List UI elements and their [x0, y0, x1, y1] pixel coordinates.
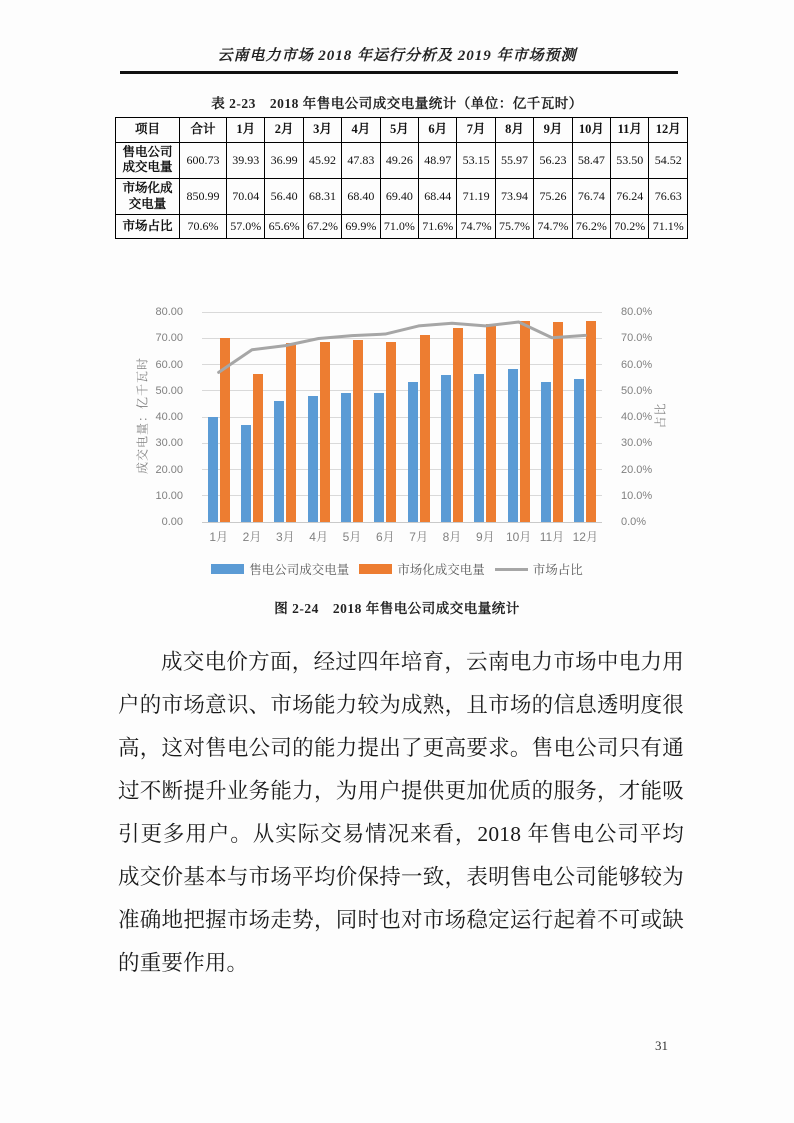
table-cell: 71.19	[457, 178, 495, 214]
table-cell: 56.23	[534, 142, 572, 178]
x-axis-tick-label: 12月	[572, 530, 598, 544]
data-table	[115, 117, 688, 239]
table-cell: 69.40	[380, 178, 418, 214]
row-label: 市场化成交电量	[116, 178, 180, 214]
x-axis-tick-label: 11月	[539, 530, 565, 544]
market-share-line	[202, 312, 602, 522]
y-axis-tick-label: 50.00	[155, 384, 183, 397]
header-divider	[120, 71, 678, 74]
table-cell: 57.0%	[227, 215, 265, 239]
table-cell: 71.6%	[419, 215, 457, 239]
table-cell: 76.63	[649, 178, 688, 214]
table-cell: 58.47	[572, 142, 610, 178]
y-axis-tick-label: 0.0%	[621, 516, 647, 528]
column-header: 1月	[227, 118, 265, 143]
table-cell: 68.31	[303, 178, 341, 214]
legend-item-sale-volume	[211, 560, 349, 578]
table-cell: 48.97	[419, 142, 457, 178]
x-axis-tick-label: 9月	[475, 530, 495, 544]
table-cell: 65.6%	[265, 215, 303, 239]
x-axis-tick-label: 4月	[309, 530, 328, 544]
legend-item-market-volume	[359, 560, 485, 578]
legend-label: 市场占比	[532, 563, 583, 577]
x-axis-tick-label: 5月	[342, 530, 362, 544]
row-label: 售电公司成交电量	[116, 142, 180, 178]
row-label: 市场占比	[116, 215, 180, 239]
table-cell: 76.74	[572, 178, 610, 214]
table-row	[116, 215, 688, 239]
table-cell: 600.73	[180, 142, 227, 178]
table-cell: 68.40	[342, 178, 380, 214]
column-header: 3月	[303, 118, 341, 143]
table-cell: 76.2%	[572, 215, 610, 239]
legend-swatch-orange-bar	[359, 564, 392, 574]
legend-label: 售电公司成交电量	[249, 563, 350, 577]
x-axis-tick-label: 1月	[209, 530, 228, 544]
body-paragraph: 成交电价方面，经过四年培育，云南电力市场中电力用户的市场意识、市场能力较为成熟，且市场的信息透明度很高，这对售电公司的能力提出了更高要求。售电公司只有通过不断提升业务能力，为用户提供更加优质的服务，才能吸引更多用户。从实际交易情况来看，2018 年售电公司平均成交价基本与市场平均价保持一致，表明售电公司能够较为准确地把握市场走势，同时也对市场稳定运行起着不可或缺的重要作用。	[118, 650, 684, 975]
table-cell: 39.93	[227, 142, 265, 178]
y-axis-tick-label: 50.0%	[621, 384, 653, 397]
legend-swatch-blue-bar	[211, 564, 244, 574]
column-header: 合计	[180, 118, 227, 143]
y-axis-tick-label: 20.00	[155, 463, 183, 476]
column-header: 2月	[265, 118, 303, 143]
table-cell: 56.40	[265, 178, 303, 214]
x-axis-tick-label: 6月	[375, 530, 395, 544]
right-axis-title: 占比	[653, 402, 668, 429]
y-axis-tick-label: 20.0%	[621, 463, 653, 476]
combo-chart	[118, 283, 676, 585]
table-cell: 75.7%	[495, 215, 533, 239]
table-cell: 75.26	[534, 178, 572, 214]
x-axis-tick-label: 10月	[505, 530, 532, 544]
table-cell: 76.24	[611, 178, 649, 214]
table-cell: 70.2%	[611, 215, 649, 239]
figure-caption: 图 2-24 2018 年售电公司成交电量统计	[274, 601, 520, 616]
y-axis-tick-label: 30.00	[155, 437, 183, 450]
table-cell: 74.7%	[457, 215, 495, 239]
left-axis-ticks	[118, 306, 192, 528]
x-axis-labels	[202, 528, 602, 545]
table-cell: 73.94	[495, 178, 533, 214]
y-axis-tick-label: 10.00	[155, 489, 183, 502]
y-axis-tick-label: 60.0%	[621, 358, 653, 371]
table-cell: 53.15	[457, 142, 495, 178]
table-header-row	[116, 118, 688, 143]
chart-legend	[118, 560, 676, 578]
table-body	[116, 142, 688, 239]
table-cell: 71.0%	[380, 215, 418, 239]
chart-plot-area	[202, 312, 602, 522]
table-cell: 850.99	[180, 178, 227, 214]
page-header-title: 云南电力市场 2018 年运行分析及 2019 年市场预测	[217, 48, 577, 64]
page-number: 31	[655, 1038, 668, 1053]
table-cell: 53.50	[611, 142, 649, 178]
table-cell: 36.99	[265, 142, 303, 178]
table-cell: 70.6%	[180, 215, 227, 239]
right-axis-ticks	[612, 306, 664, 528]
x-axis-tick-label: 7月	[409, 530, 428, 544]
column-header: 项目	[116, 118, 180, 143]
column-header: 8月	[495, 118, 533, 143]
y-axis-tick-label: 70.0%	[621, 332, 653, 345]
y-axis-tick-label: 40.00	[155, 411, 183, 423]
column-header: 9月	[534, 118, 572, 143]
y-axis-tick-label: 80.0%	[621, 306, 653, 318]
table-cell: 55.97	[495, 142, 533, 178]
y-axis-tick-label: 10.0%	[621, 489, 653, 502]
legend-label: 市场化成交电量	[397, 563, 485, 577]
table-cell: 68.44	[419, 178, 457, 214]
column-header: 11月	[611, 118, 649, 143]
column-header: 7月	[457, 118, 495, 143]
y-axis-tick-label: 0.00	[161, 516, 183, 528]
y-axis-tick-label: 70.00	[155, 332, 183, 345]
table-title: 表 2-23 2018 年售电公司成交电量统计（单位：亿千瓦时）	[211, 96, 583, 111]
table-cell: 70.04	[227, 178, 265, 214]
table-row	[116, 142, 688, 178]
x-axis-tick-label: 8月	[442, 530, 462, 544]
table-cell: 45.92	[303, 142, 341, 178]
table-row	[116, 178, 688, 214]
x-axis-tick-label: 2月	[242, 530, 262, 544]
table-cell: 49.26	[380, 142, 418, 178]
table-head	[116, 118, 688, 143]
table-cell: 69.9%	[342, 215, 380, 239]
x-axis-tick-label: 3月	[275, 530, 295, 544]
table-cell: 71.1%	[649, 215, 688, 239]
column-header: 4月	[342, 118, 380, 143]
legend-swatch-gray-line	[495, 568, 528, 571]
table-cell: 74.7%	[534, 215, 572, 239]
y-axis-tick-label: 30.0%	[621, 437, 653, 450]
y-axis-tick-label: 40.0%	[621, 411, 653, 423]
table-cell: 54.52	[649, 142, 688, 178]
y-axis-tick-label: 60.00	[155, 358, 183, 371]
y-axis-tick-label: 80.00	[155, 306, 183, 318]
table-cell: 67.2%	[303, 215, 341, 239]
column-header: 5月	[380, 118, 418, 143]
column-header: 6月	[419, 118, 457, 143]
legend-item-market-share	[495, 560, 583, 578]
column-header: 10月	[572, 118, 610, 143]
column-header: 12月	[649, 118, 688, 143]
left-axis-title: 成交电量：亿千瓦时	[135, 357, 150, 475]
table-cell: 47.83	[342, 142, 380, 178]
